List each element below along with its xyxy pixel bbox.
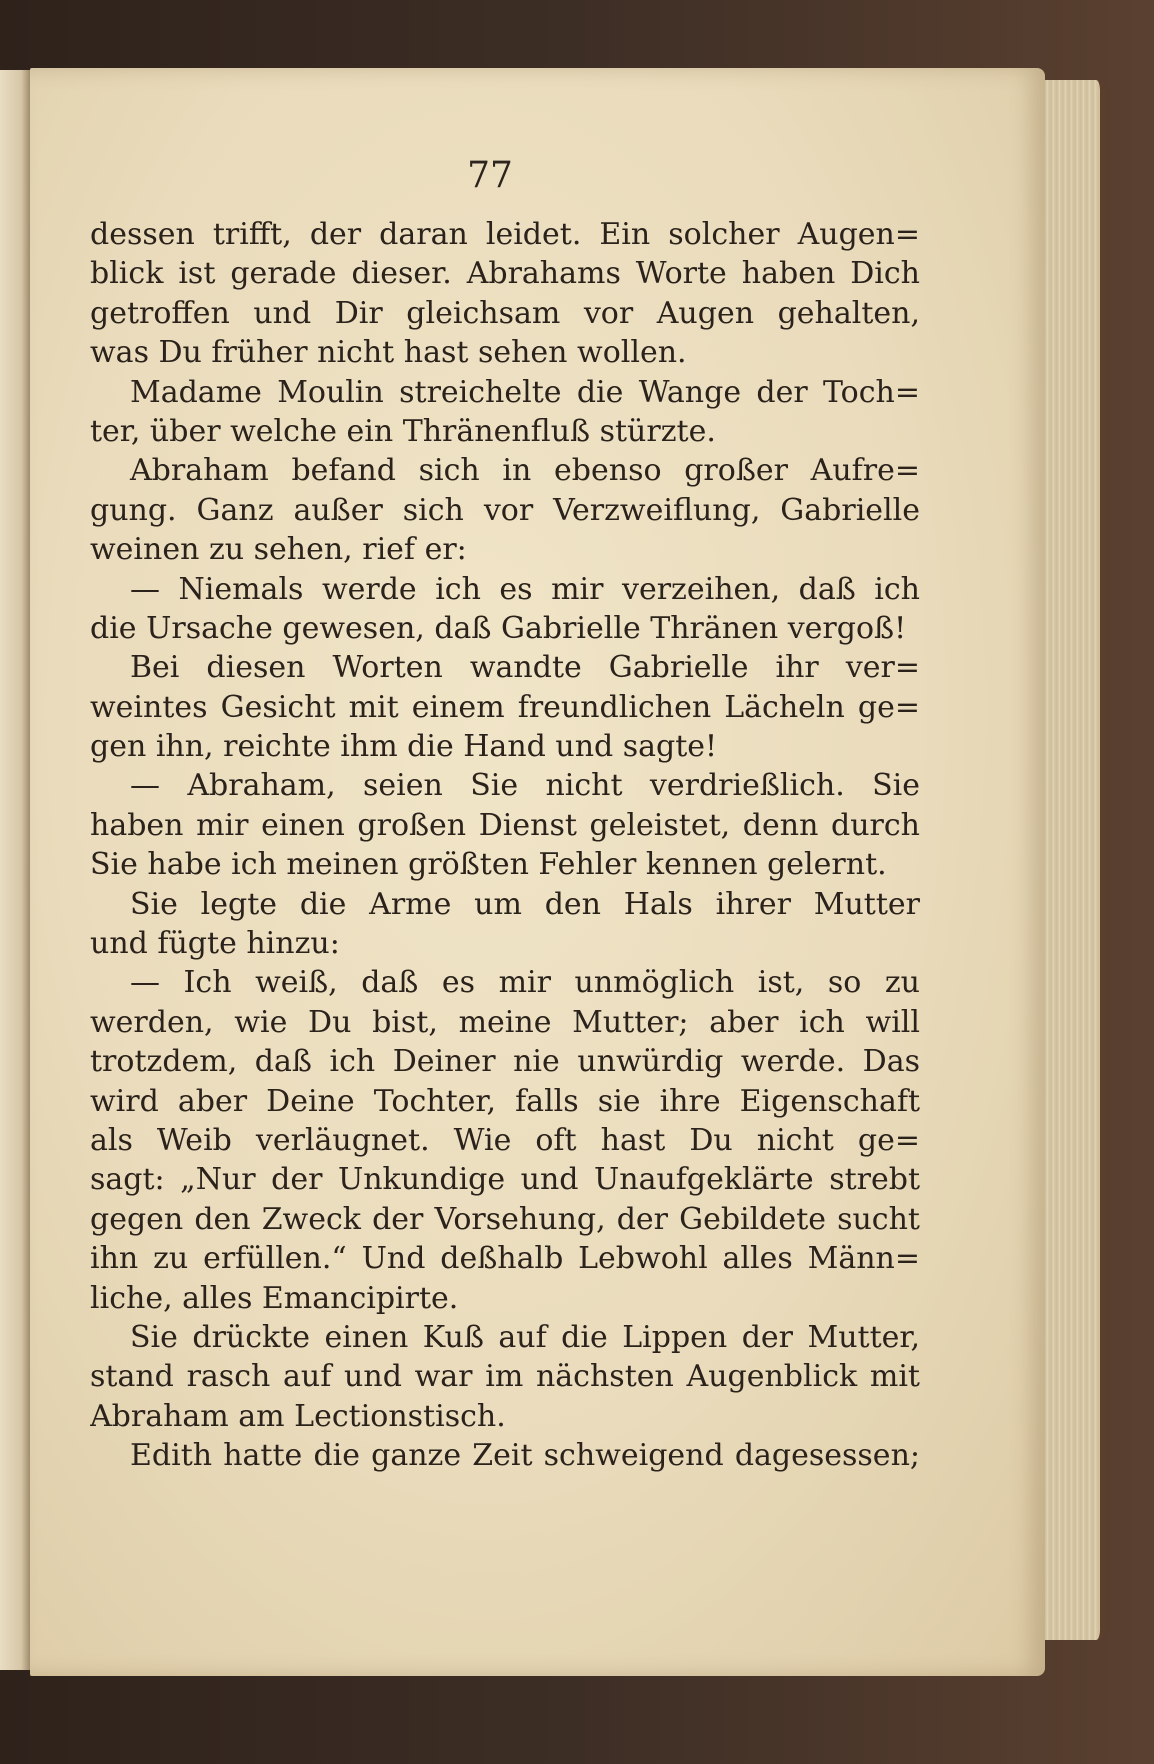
text-line: Edith hatte die ganze Zeit schweigend dagesessen; [130, 1438, 920, 1474]
text-line: haben mir einen großen Dienst geleistet, denn durch [90, 807, 920, 843]
text-line: was Du früher nicht hast sehen wollen. [90, 335, 687, 371]
text-line: ter, über welche ein Thränenfluß stürzte. [90, 413, 716, 449]
text-line: ihn zu erfüllen.“ Und deßhalb Lebwohl alles Männ= [90, 1241, 920, 1277]
text-line: gung. Ganz außer sich vor Verzweiflung, Gabrielle [90, 492, 920, 528]
text-line: liche, alles Emancipirte. [90, 1280, 459, 1316]
text-line: Sie legte die Arme um den Hals ihrer Mutter [130, 886, 920, 922]
text-line: Bei diesen Worten wandte Gabrielle ihr ver= [130, 650, 920, 686]
text-line: getroffen und Dir gleichsam vor Augen gehalten, [90, 295, 920, 331]
page-number: 77 [467, 155, 513, 196]
text-line: wird aber Deine Tochter, falls sie ihre Eigenschaft [90, 1083, 920, 1119]
facing-page-edge [0, 70, 30, 1670]
text-line: Sie drückte einen Kuß auf die Lippen der Mutter, [130, 1319, 920, 1355]
text-line: als Weib verläugnet. Wie oft hast Du nicht ge= [90, 1122, 920, 1158]
text-line: — Ich weiß, daß es mir unmöglich ist, so zu [130, 965, 920, 1001]
text-line: gen ihn, reichte ihm die Hand und sagte! [90, 729, 718, 765]
page-text [90, 215, 920, 1476]
text-line: weinen zu sehen, rief er: [90, 532, 467, 568]
text-line: gegen den Zweck der Vorsehung, der Gebildete sucht [90, 1201, 920, 1237]
text-line: trotzdem, daß ich Deiner nie unwürdig werde. Das [90, 1044, 920, 1080]
text-line: Abraham befand sich in ebenso großer Aufre= [130, 453, 920, 489]
text-line: die Ursache gewesen, daß Gabrielle Thränen vergoß! [90, 610, 907, 646]
text-line: Abraham am Lectionstisch. [90, 1398, 506, 1434]
text-line: und fügte hinzu: [90, 926, 340, 962]
text-line: — Abraham, seien Sie nicht verdrießlich. Sie [130, 768, 920, 804]
text-line: — Niemals werde ich es mir verzeihen, daß ich [130, 571, 920, 607]
text-line: dessen trifft, der daran leidet. Ein solcher Augen= [90, 217, 920, 252]
text-line: werden, wie Du bist, meine Mutter; aber ich will [90, 1004, 920, 1040]
text-line: blick ist gerade dieser. Abrahams Worte haben Dich [90, 256, 920, 292]
text-line: sagt: „Nur der Unkundige und Unaufgeklärte strebt [90, 1162, 920, 1198]
text-line: stand rasch auf und war im nächsten Augenblick mit [90, 1359, 920, 1395]
text-line: Madame Moulin streichelte die Wange der Toch= [130, 374, 920, 410]
text-line: weintes Gesicht mit einem freundlichen Lächeln ge= [90, 689, 920, 725]
text-line: Sie habe ich meinen größten Fehler kennen gelernt. [90, 847, 887, 883]
